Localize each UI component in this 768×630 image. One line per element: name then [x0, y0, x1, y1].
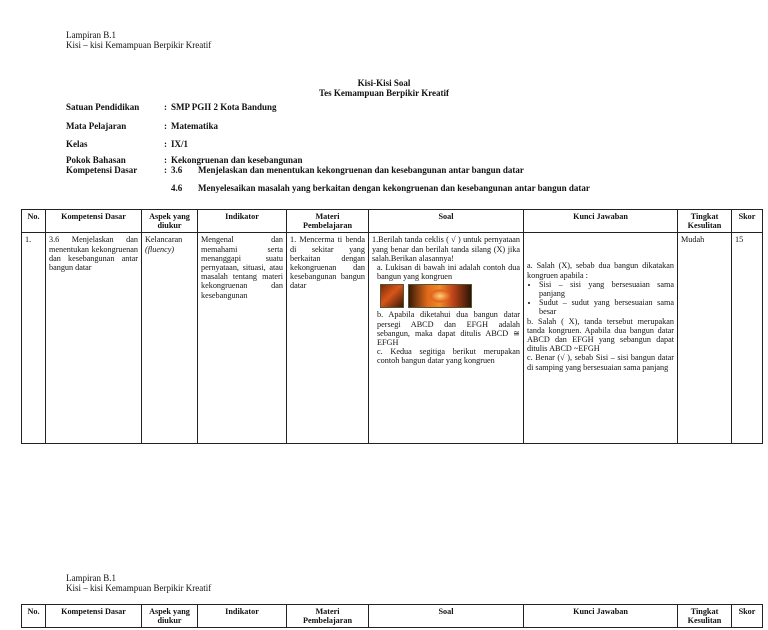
header-indikator: Indikator	[198, 605, 287, 628]
header-skor: Skor	[732, 605, 763, 628]
kunci-a: a. Salah (X), sebab dua bangun dikatakan kongruen apabila :	[527, 261, 674, 280]
cell-tingkat: Mudah	[678, 233, 732, 444]
cell-kunci	[524, 233, 678, 444]
list-item: • Sudut – sudut yang bersesuaian sama besar	[539, 298, 674, 316]
kd1-text: Menjelaskan dan menentukan kekongruenan dan kesebangunan antar bangun datar	[198, 165, 524, 175]
kunci-c: c. Benar (√ ), sebab Sisi – sisi bangun datar di samping yang bersesuaian sama panjang	[527, 353, 674, 372]
kd1-number: 3.6	[171, 165, 183, 175]
large-painting-image	[408, 284, 472, 308]
attachment-subtitle-page2: Kisi – kisi Kemampuan Berpikir Kreatif	[66, 583, 212, 593]
attachment-label: Lampiran B.1	[66, 30, 116, 40]
soal-c: c. Kedua segitiga berikut merupakan contoh bangun datar yang kongruen	[377, 347, 520, 366]
header-tingkat: Tingkat Kesulitan	[678, 210, 732, 233]
cell-kd: 3.6 Menjelaskan dan menentukan kekongruenan dan kesebangunan antar bangun datar	[46, 233, 142, 444]
kunci-a-list	[527, 280, 674, 317]
cell-aspek	[142, 233, 198, 444]
header-kd: Kompetensi Dasar	[46, 605, 142, 628]
header-kunci: Kunci Jawaban	[524, 210, 678, 233]
header-no: No.	[22, 210, 46, 233]
kunci-b: b. Salah ( X), tanda tersebut merupakan tanda kongruen. Apabila dua bangun datar ABCD dan EFGH yang sebangun dapat ditulis ABCD ~EFGH	[527, 316, 674, 354]
list-item: • Sisi – sisi yang bersesuaian sama panjang	[539, 280, 674, 298]
soal-a: a. Lukisan di bawah ini adalah contoh dua bangun yang kongruen	[377, 263, 520, 282]
header-indikator: Indikator	[198, 210, 287, 233]
meta-label: Kompetensi Dasar	[66, 165, 138, 175]
cell-materi: 1. Mencerma ti benda di sekitar yang berkaitan dengan kekongruenan dan kesebangunan bangun datar	[287, 233, 369, 444]
table-header-row	[22, 210, 763, 233]
kd2-text: Menyelesaikan masalah yang berkaitan dengan kekongruenan dan kesebangunan antar bangun datar	[198, 183, 590, 193]
document-subtitle: Tes Kemampuan Berpikir Kreatif	[318, 88, 450, 98]
meta-value: Matematika	[171, 121, 218, 131]
meta-value: Kekongruenan dan kesebangunan	[171, 155, 303, 165]
header-soal: Soal	[369, 605, 524, 628]
header-kunci: Kunci Jawaban	[524, 605, 678, 628]
table-row	[22, 233, 763, 444]
table-header-row	[22, 605, 763, 628]
attachment-label-page2: Lampiran B.1	[66, 573, 116, 583]
cell-soal	[369, 233, 524, 444]
header-kd: Kompetensi Dasar	[46, 210, 142, 233]
cell-skor: 15	[732, 233, 763, 444]
meta-label: Kelas	[66, 139, 88, 149]
meta-label: Satuan Pendidikan	[66, 102, 140, 112]
grid-table	[21, 209, 763, 444]
header-skor: Skor	[732, 210, 763, 233]
header-materi: Materi Pembelajaran	[287, 210, 369, 233]
meta-value: SMP PGII 2 Kota Bandung	[171, 102, 277, 112]
grid-table-page2	[21, 604, 763, 628]
attachment-subtitle: Kisi – kisi Kemampuan Berpikir Kreatif	[66, 40, 212, 50]
painting-figure	[380, 284, 520, 308]
document-title: Kisi-Kisi Soal	[357, 78, 411, 88]
soal-intro: 1.Berilah tanda ceklis ( √ ) untuk pernyataan yang benar dan berilah tanda silang (X) jika salah.Berikan alasannya!	[372, 235, 520, 263]
aspek-text: Kelancaran	[145, 235, 183, 245]
cell-no: 1.	[22, 233, 46, 444]
header-tingkat: Tingkat Kesulitan	[678, 605, 732, 628]
kd2-number: 4.6	[171, 183, 183, 193]
header-aspek: Aspek yang diukur	[142, 210, 198, 233]
aspek-english: (fluency)	[145, 244, 175, 254]
meta-label: Pokok Bahasan	[66, 155, 126, 165]
meta-value: IX/1	[171, 139, 189, 149]
header-aspek: Aspek yang diukur	[142, 605, 198, 628]
header-materi: Materi Pembelajaran	[287, 605, 369, 628]
soal-b: b. Apabila diketahui dua bangun datar persegi ABCD dan EFGH adalah sebangun, maka dapat ditulis ABCD ≅ EFGH	[377, 310, 520, 348]
header-no: No.	[22, 605, 46, 628]
meta-label: Mata Pelajaran	[66, 121, 127, 131]
header-soal: Soal	[369, 210, 524, 233]
cell-indikator: Mengenal dan memahami serta menanggapi suatu pernyataan, situasi, atau masalah tentang materi kekongruenan dan kesebangunan	[198, 233, 287, 444]
small-painting-image	[380, 284, 404, 308]
